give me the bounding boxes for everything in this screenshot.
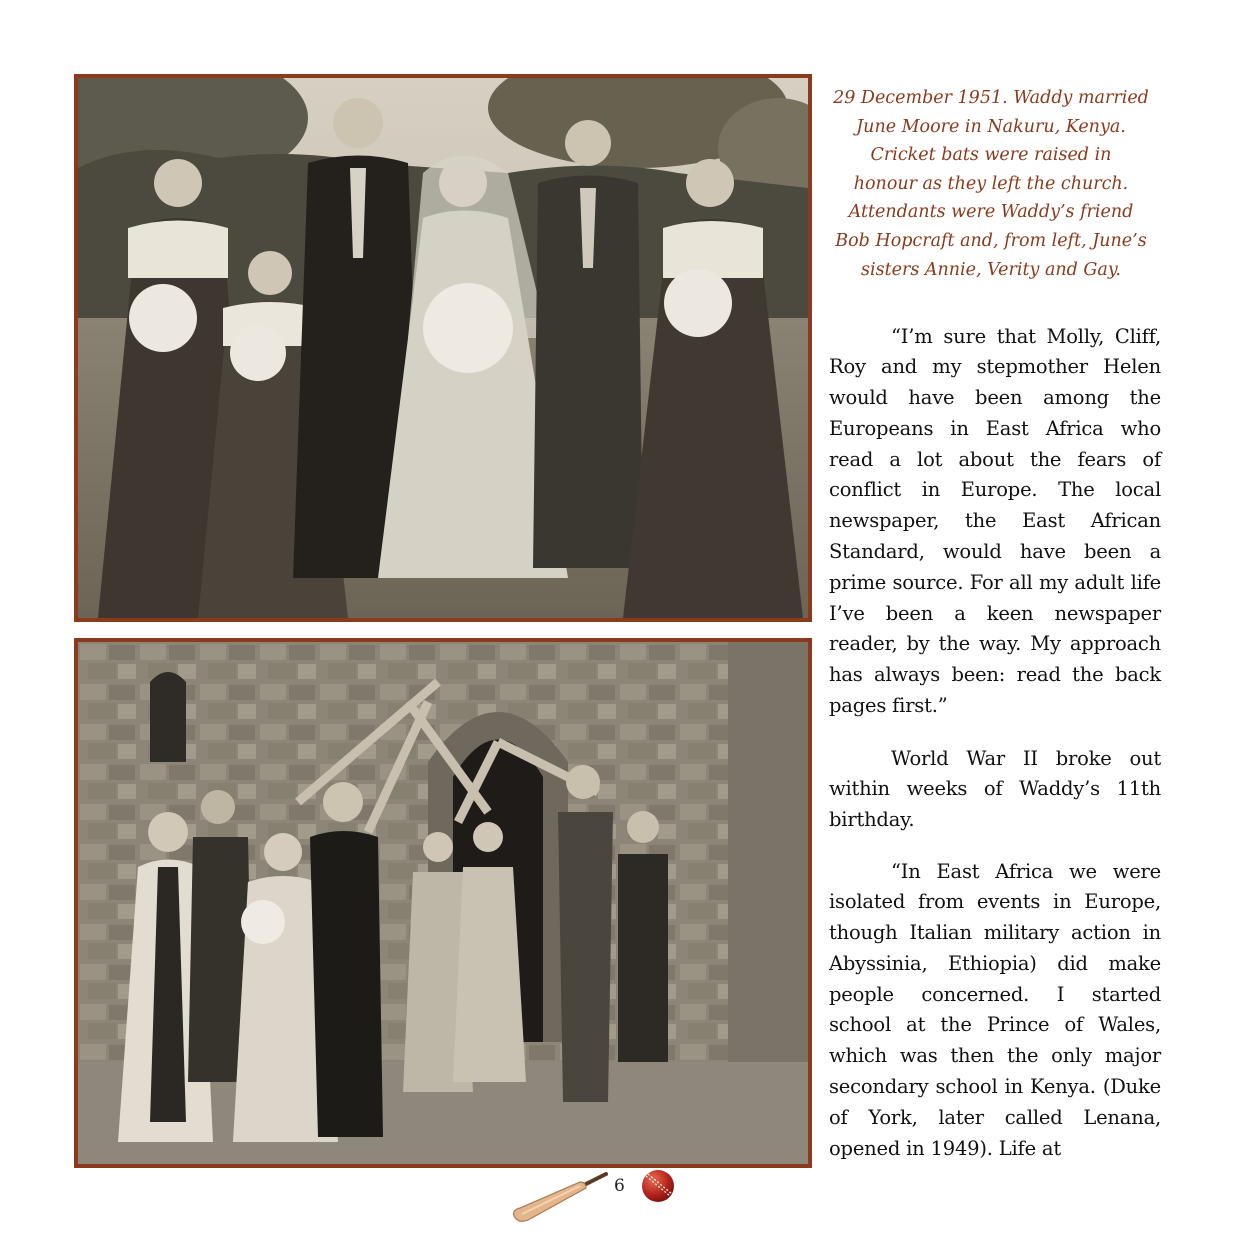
cricket-ball-icon	[640, 1168, 676, 1204]
cricket-bat-arch-photo	[74, 638, 812, 1168]
caption-line: honour as they left the church.	[853, 173, 1129, 194]
body-paragraph: World War II broke out within weeks of Waddy’s 11th birthday.	[829, 746, 1161, 832]
cricket-bat-icon	[508, 1170, 608, 1224]
caption-line: sisters Annie, Verity and Gay.	[861, 259, 1121, 280]
caption-line: 29 December 1951. Waddy married	[833, 88, 1149, 108]
page-footer	[500, 1168, 690, 1228]
caption-line: June Moore in Nakuru, Kenya.	[856, 116, 1126, 137]
wedding-group-photo-image	[78, 78, 808, 618]
body-paragraph: “In East Africa we were isolated from events in Europe, though Italian military action in Abyssinia, Ethiopia) did make people concerned. I started school at the Prince of Wales, which was then the only major secondary school in Kenya. (Duke of York, later called Lenana, opened in 1949). Life at	[829, 859, 1161, 1160]
cricket-bat-arch-photo-image	[78, 642, 808, 1164]
body-paragraph: “I’m sure that Molly, Cliff, Roy and my stepmother Helen would have been among the Europeans in East Africa who read a lot about the fears of conflict in Europe. The local newspaper, the East African Standard, would have been a prime source. For all my adult life I’ve been a keen newspaper reader, by the way. My approach has always been: read the back pages first.”	[829, 324, 1161, 718]
page-number: 6	[614, 1176, 625, 1196]
photo-caption	[832, 84, 1150, 284]
caption-line: Bob Hopcraft and, from left, June’s	[835, 230, 1147, 251]
caption-line: Cricket bats were raised in	[870, 145, 1112, 166]
wedding-group-photo	[74, 74, 812, 622]
caption-line: Attendants were Waddy’s friend	[848, 202, 1134, 223]
